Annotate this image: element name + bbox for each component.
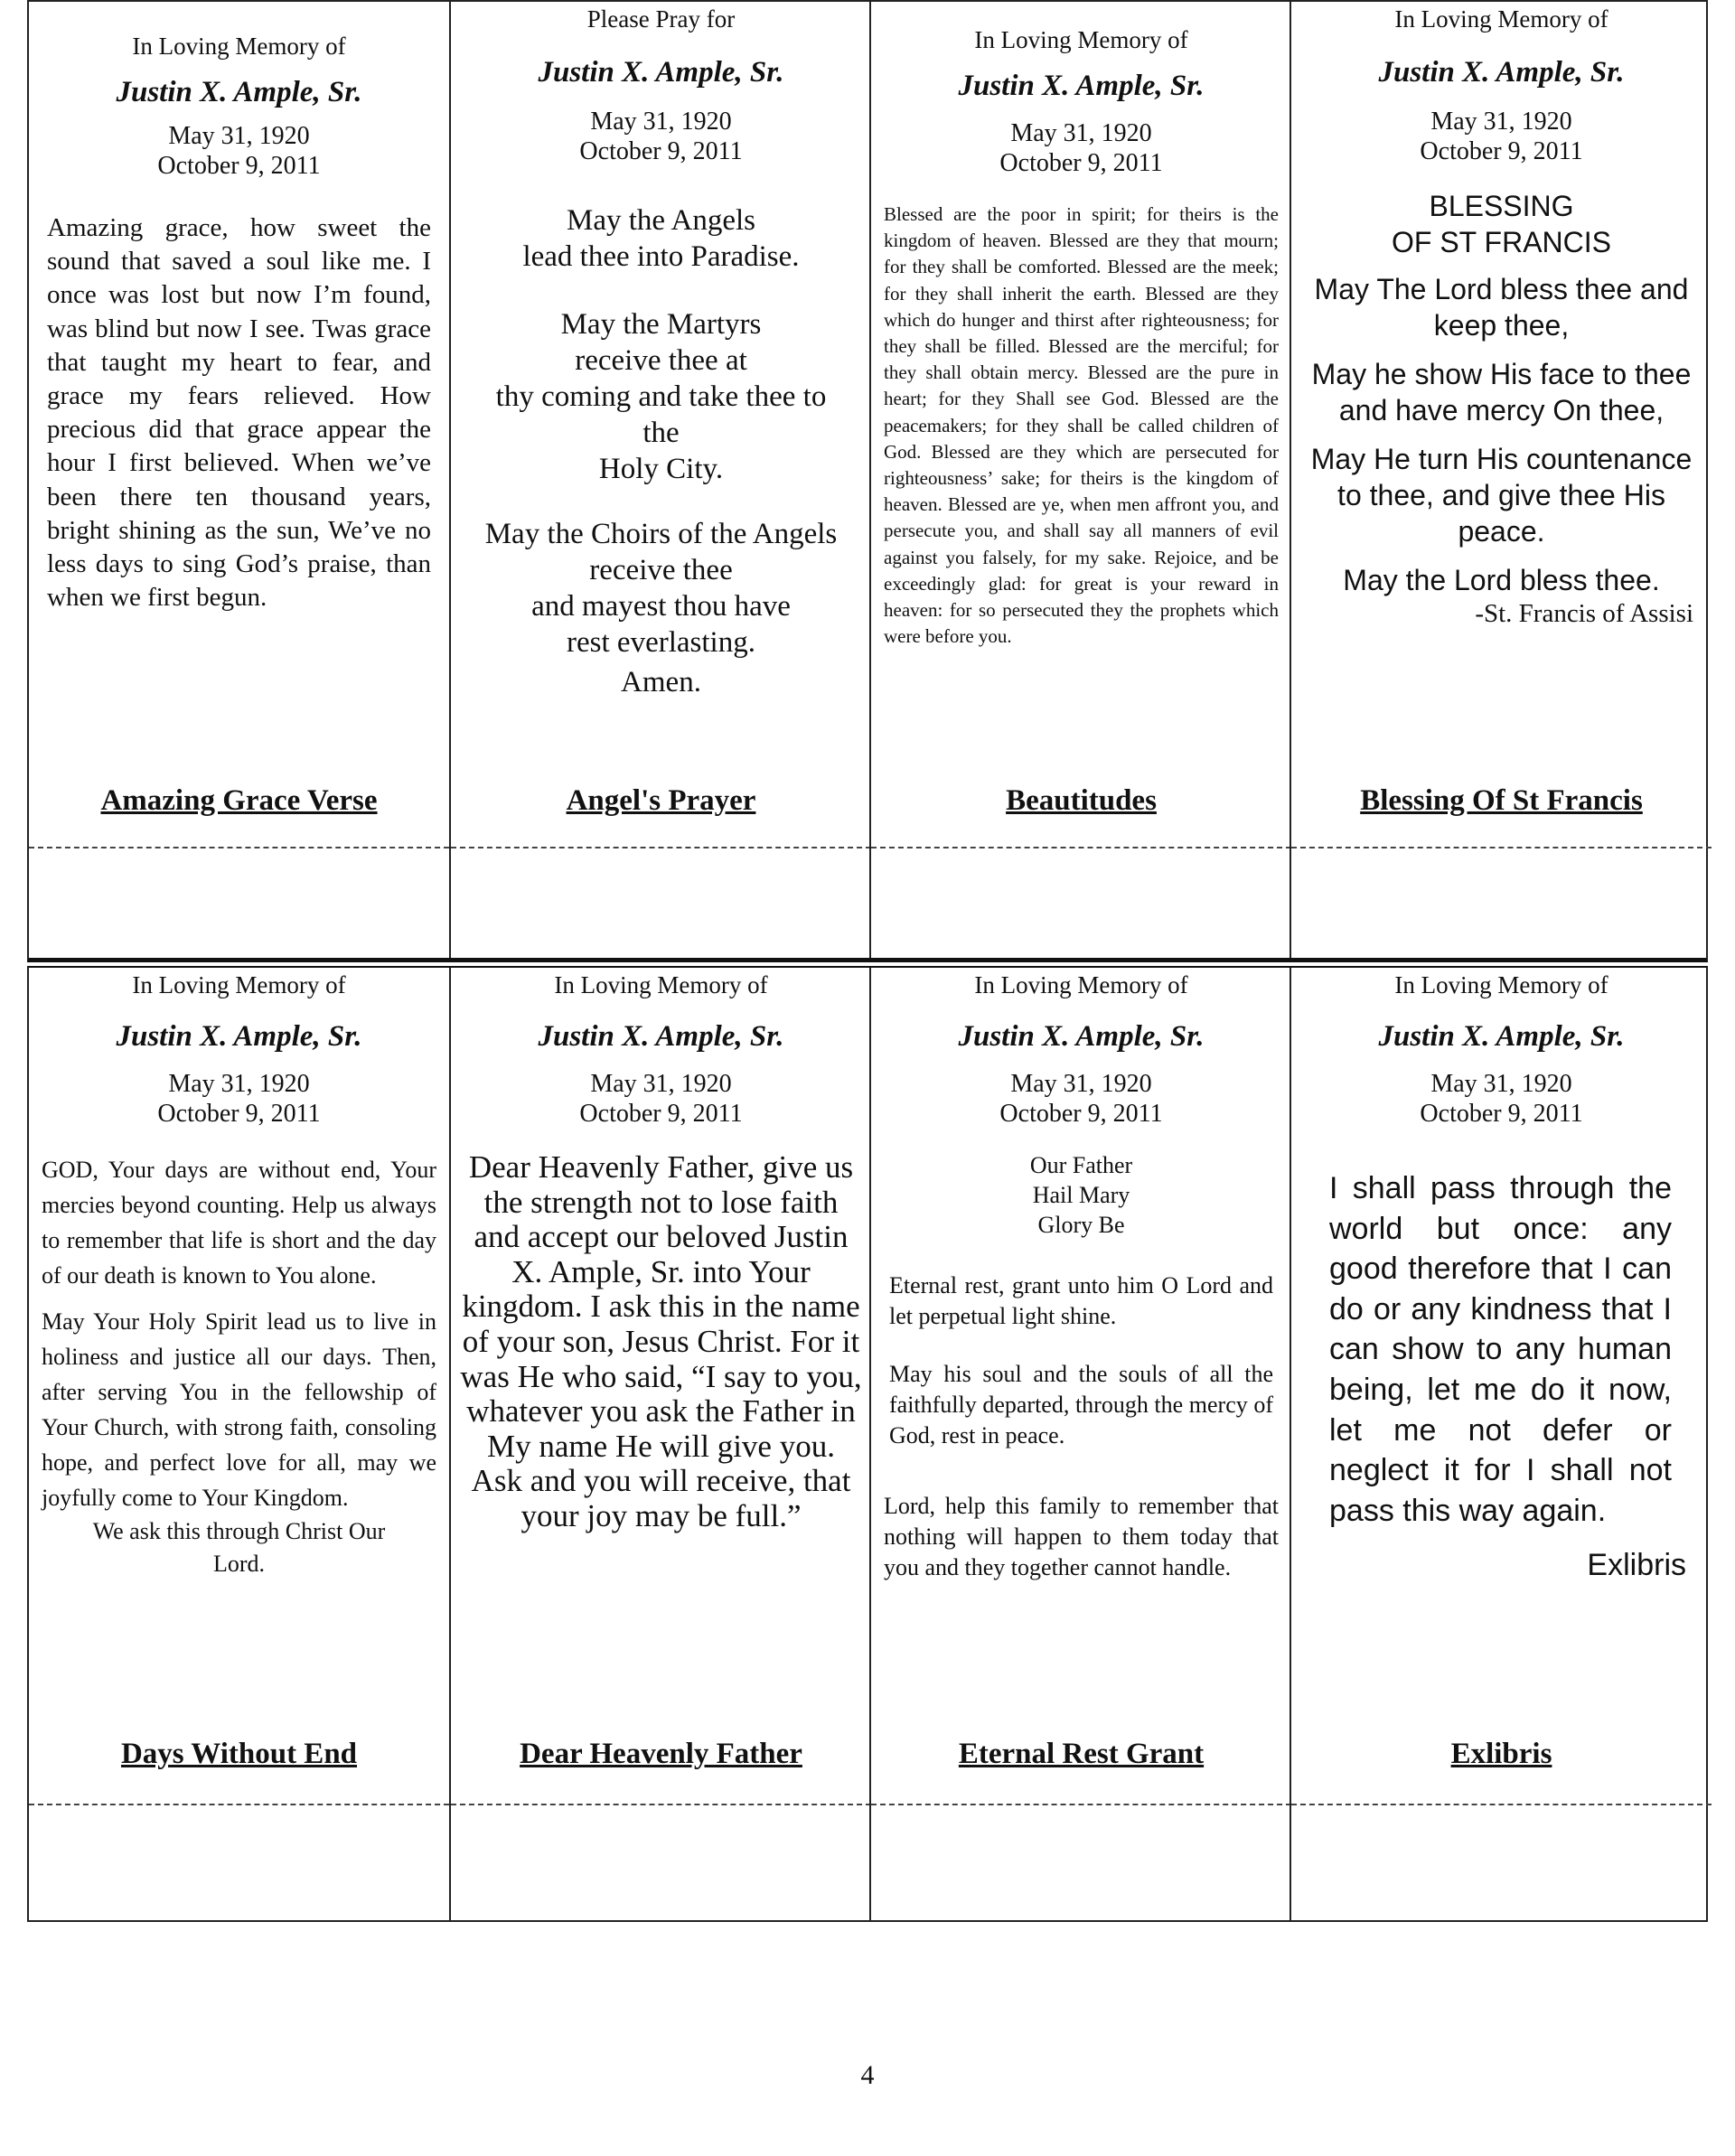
- attribution: -St. Francis of Assisi: [1475, 599, 1693, 628]
- death-date: October 9, 2011: [157, 1100, 321, 1128]
- card-prayer: Dear Heavenly Father, give us the strength not to lose faith and accept our beloved Justin X. Ample, Sr. into Your kingdom. I ask this in the name of your son, Jesus Christ. For it was He who said, “I say to you, whatever you ask the Father in My name He will give you. Ask and you will receive, that your joy may be full.”: [460, 1149, 862, 1533]
- birth-date: May 31, 1920: [1010, 1070, 1152, 1098]
- card-beatitudes-text: Blessed are the poor in spirit; for theirs is the kingdom of heaven. Blessed are they that mourn; for they shall be comforted. Blessed are the meek; for they shall inherit the earth. Blessed are they which do hunger and thirst after righteousness; for they shall be filled. Blessed are the merciful; for they shall obtain mercy. Blessed are the pure in heart; for they Shall see God. Blessed are the peacemakers; for they shall be called children of God. Blessed are they which are persecuted for righteousness’ sake; for theirs is the kingdom of heaven. Blessed are ye, when men affront you, and persecute you, and shall say all manners of evil against you falsely, for my sake. Rejoice, and be exceedingly glad: for great is your reward in heaven: for so persecuted they the prophets which were before you.: [884, 203, 1279, 648]
- deceased-name: Justin X. Ample, Sr.: [958, 70, 1205, 102]
- card-dates: [871, 1069, 1291, 1129]
- deceased-name: Justin X. Ample, Sr.: [538, 1020, 784, 1053]
- card-heading: In Loving Memory of: [1394, 971, 1608, 998]
- blessing-title: BLESSING OF ST FRANCIS: [1392, 190, 1611, 258]
- birth-date: May 31, 1920: [1010, 119, 1152, 147]
- death-date: October 9, 2011: [579, 137, 743, 165]
- card-title: Exlibris: [1450, 1738, 1552, 1770]
- cut-line: [1291, 847, 1712, 848]
- deceased-name: Justin X. Ample, Sr.: [1378, 56, 1625, 89]
- cut-line: [451, 847, 871, 848]
- death-date: October 9, 2011: [999, 1100, 1163, 1128]
- card-heading: Please Pray for: [586, 5, 736, 33]
- death-date: October 9, 2011: [999, 149, 1163, 177]
- deceased-name: Justin X. Ample, Sr.: [1378, 1020, 1625, 1053]
- card-dates: [1291, 107, 1712, 166]
- card-heading: In Loving Memory of: [554, 971, 768, 998]
- card-heading: In Loving Memory of: [974, 26, 1188, 53]
- card-title: Dear Heavenly Father: [520, 1738, 802, 1770]
- death-date: October 9, 2011: [1420, 1100, 1583, 1128]
- cut-line: [871, 847, 1291, 848]
- cut-line: [451, 1804, 871, 1805]
- card-title: Amazing Grace Verse: [100, 784, 378, 817]
- card-dates: [451, 107, 871, 166]
- death-date: October 9, 2011: [1420, 137, 1583, 165]
- card-amazing-grace[interactable]: [29, 2, 449, 958]
- card-dates: [1291, 1069, 1712, 1129]
- card-days-without-end[interactable]: [29, 968, 449, 1920]
- birth-date: May 31, 1920: [1430, 108, 1572, 136]
- signature: Exlibris: [1587, 1548, 1686, 1583]
- card-heading: In Loving Memory of: [132, 33, 346, 60]
- cut-line: [29, 847, 449, 848]
- prayer-list: Our Father Hail Mary Glory Be: [1029, 1152, 1133, 1238]
- page-number: 4: [860, 2060, 875, 2090]
- memorial-card-sheet: [27, 0, 1708, 1922]
- cut-line: [871, 1804, 1291, 1805]
- card-heading: In Loving Memory of: [132, 971, 346, 998]
- card-angels-prayer[interactable]: [449, 2, 871, 958]
- birth-date: May 31, 1920: [1430, 1070, 1572, 1098]
- birth-date: May 31, 1920: [590, 108, 732, 136]
- cut-line: [29, 1804, 449, 1805]
- card-heading: In Loving Memory of: [974, 971, 1188, 998]
- card-dates: [451, 1069, 871, 1129]
- card-title: Angel's Prayer: [566, 784, 756, 817]
- cut-line: [1291, 1804, 1712, 1805]
- deceased-name: Justin X. Ample, Sr.: [958, 1020, 1205, 1053]
- card-heading: In Loving Memory of: [1394, 5, 1608, 33]
- card-dear-heavenly-father[interactable]: [449, 968, 871, 1920]
- card-blessing-st-francis[interactable]: [1290, 2, 1712, 958]
- deceased-name: Justin X. Ample, Sr.: [116, 76, 362, 108]
- card-dates: [29, 121, 449, 181]
- card-prayer: Eternal rest, grant unto him O Lord and let perpetual light shine. May his soul and the souls of all the faithfully departed, through the mercy of God, rest in peace. Lord, help this family to remember that nothing will happen to them today that you and they together cannot handle.: [884, 1272, 1279, 1580]
- card-title: Eternal Rest Grant: [958, 1738, 1205, 1770]
- card-exlibris[interactable]: [1290, 968, 1712, 1920]
- birth-date: May 31, 1920: [168, 1070, 310, 1098]
- card-prayer: GOD, Your days are without end, Your mercies beyond counting. Help us always to remember that life is short and the day of our death is known to You alone. May Your Holy Spirit lead us to live in holiness and justice all our days. Then, after serving You in the fellowship of Your Church, with strong faith, consoling hope, and perfect love for all, may we joyfully come to Your Kingdom. We ask this through Christ Our Lord.: [42, 1157, 436, 1577]
- card-beatitudes[interactable]: [869, 2, 1291, 958]
- card-prayer: May the Angels lead thee into Paradise. May the Martyrs receive thee at thy coming and take thee to the Holy City. May the Choirs of the Angels receive thee and mayest thou have rest everlasting. Amen.: [484, 204, 838, 698]
- card-title: Beautitudes: [1006, 784, 1157, 817]
- death-date: October 9, 2011: [157, 152, 321, 180]
- card-dates: [29, 1069, 449, 1129]
- birth-date: May 31, 1920: [168, 122, 310, 150]
- deceased-name: Justin X. Ample, Sr.: [538, 56, 784, 89]
- card-dates: [871, 118, 1291, 178]
- card-title: Days Without End: [120, 1738, 358, 1770]
- blessing-lines: May The Lord bless thee and keep thee, May he show His face to thee and have mercy On thee, May He turn His countenance to thee, and give thee His peace. May the Lord bless thee.: [1310, 273, 1693, 596]
- card-verse: Amazing grace, how sweet the sound that saved a soul like me. I once was lost but now I’m found, was blind but now I see. Twas grace that taught my heart to fear, and grace my fears relieved. How precious did that grace appear the hour I first believed. When we’ve been there ten thousand years, bright shining as the sun, We’ve no less days to sing God’s praise, than when we first begun.: [47, 213, 431, 613]
- death-date: October 9, 2011: [579, 1100, 743, 1128]
- card-title: Blessing Of St Francis: [1360, 784, 1643, 817]
- card-eternal-rest[interactable]: [869, 968, 1291, 1920]
- birth-date: May 31, 1920: [590, 1070, 732, 1098]
- card-row-bottom: [27, 966, 1708, 1922]
- deceased-name: Justin X. Ample, Sr.: [116, 1020, 362, 1053]
- card-quote: I shall pass through the world but once: any good therefore that I can do or any kindness that I can show to any human being, let me do it now, let me not defer or neglect it for I shall not pass this way again.: [1329, 1171, 1672, 1528]
- card-row-top: [27, 0, 1708, 962]
